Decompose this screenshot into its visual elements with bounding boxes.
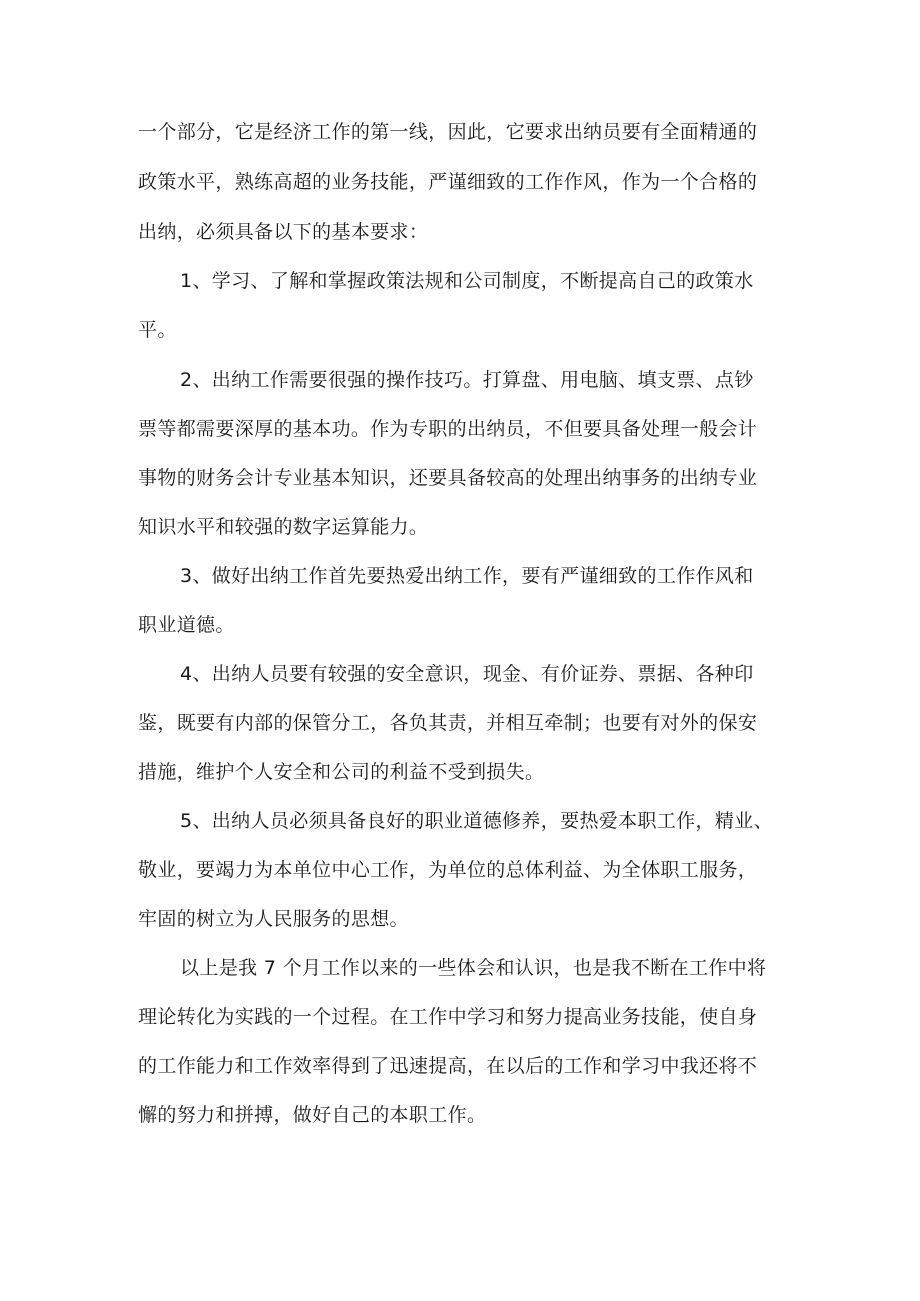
text-line: 措施，维护个人安全和公司的利益不受到损失。 [138, 761, 545, 783]
text-line: 理论转化为实践的一个过程。在工作中学习和努力提高业务技能，使自身 [138, 1006, 758, 1028]
text-line: 懈的努力和拼搏，做好自己的本职工作。 [138, 1104, 487, 1126]
text-line: 政策水平，熟练高超的业务技能，严谨细致的工作作风，作为一个合格的 [138, 171, 758, 193]
list-item-2: 2、出纳工作需要很强的操作技巧。打算盘、用电脑、填支票、点钞 [180, 369, 754, 391]
text-line: 敬业，要竭力为本单位中心工作，为单位的总体利益、为全体职工服务， [138, 859, 758, 881]
text-line: 一个部分，它是经济工作的第一线，因此，它要求出纳员要有全面精通的 [138, 121, 758, 143]
text-line: 出纳，必须具备以下的基本要求： [138, 221, 429, 243]
text-line: 的工作能力和工作效率得到了迅速提高，在以后的工作和学习中我还将不 [138, 1055, 758, 1077]
text-line: 知识水平和较强的数字运算能力。 [138, 516, 429, 538]
text-line: 牢固的树立为人民服务的思想。 [138, 908, 409, 930]
list-item-4: 4、出纳人员要有较强的安全意识，现金、有价证券、票据、各种印 [180, 663, 754, 685]
text-line: 事物的财务会计专业基本知识，还要具备较高的处理出纳事务的出纳专业 [138, 467, 758, 489]
list-item-3: 3、做好出纳工作首先要热爱出纳工作，要有严谨细致的工作作风和 [180, 565, 754, 587]
closing-paragraph-line: 以上是我 7 个月工作以来的一些体会和认识，也是我不断在工作中将 [180, 957, 767, 979]
text-line: 鉴，既要有内部的保管分工，各负其责，并相互牵制；也要有对外的保安 [138, 712, 758, 734]
text-line: 职业道德。 [138, 614, 235, 636]
text-line: 票等都需要深厚的基本功。作为专职的出纳员，不但要具备处理一般会计 [138, 418, 758, 440]
list-item-1: 1、学习、了解和掌握政策法规和公司制度，不断提高自己的政策水 [180, 270, 754, 292]
text-line: 平。 [138, 319, 177, 341]
list-item-5: 5、出纳人员必须具备良好的职业道德修养，要热爱本职工作，精业、 [180, 810, 773, 832]
